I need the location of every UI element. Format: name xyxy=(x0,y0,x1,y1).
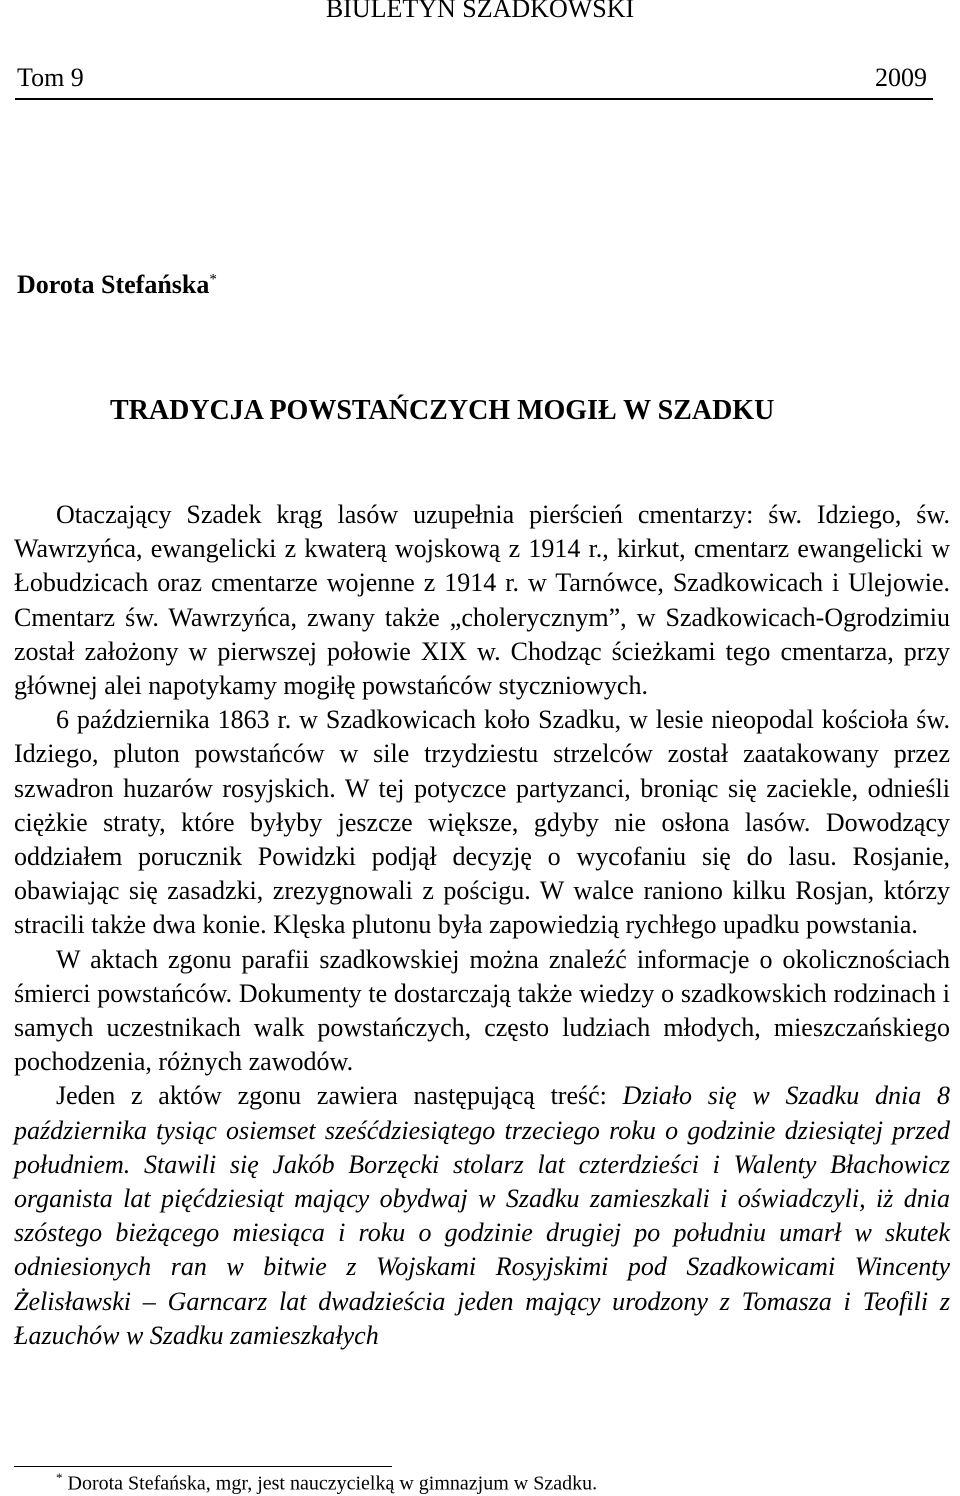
article-body xyxy=(14,498,950,1353)
author-line xyxy=(17,270,217,300)
paragraph-1: Otaczający Szadek krąg lasów uzupełnia pierścień cmentarzy: św. Idziego, św. Wawrzyńca, ewangelicki z kwaterą wojskową z 1914 r., kirkut, cmentarz ewangelicki w Łobudzicach oraz cmentarze wojenne z 1914 r. w Tarnówce, Szadkowicach i Ulejowie. Cmentarz św. Wawrzyńca, zwany także „cholerycznym”, w Szadkowicach-Ogrodzimiu został założony w pierwszej połowie XIX w. Chodząc ścieżkami tego cmentarza, przy głównej alei napotykamy mogiłę powstańców styczniowych. xyxy=(14,500,950,701)
footnote-mark: * xyxy=(56,1470,63,1485)
paragraph-4 xyxy=(14,1079,950,1353)
footnote-text: Dorota Stefańska, mgr, jest nauczycielką w gimnazjum w Szadku. xyxy=(62,1472,598,1495)
header-rule xyxy=(15,98,933,100)
journal-title: BIULETYN SZADKOWSKI xyxy=(325,0,635,23)
paragraph-2: 6 października 1863 r. w Szadkowicach koło Szadku, w lesie nieopodal kościoła św. Idziego, pluton powstańców w sile trzydziestu strzelców został zaatakowany przez szwadron huzarów rosyjskich. W tej potyczce partyzanci, broniąc się zaciekle, odnieśli ciężkie straty, które byłyby jeszcze większe, gdyby nie osłona lasów. Dowodzący oddziałem porucznik Powidzki podjął decyzję o wycofaniu się do lasu. Rosjanie, obawiając się zasadzki, zrezygnowali z pościgu. W walce raniono kilku Rosjan, którzy stracili także dwa konie. Klęska plutonu była zapowiedzią rychłego upadku powstania. xyxy=(14,705,950,940)
quote-text: Działo się w Szadku dnia 8 października tysiąc osiemset sześćdziesiątego trzeciego roku o godzinie dziesiątej przed południem. Stawili się Jakób Borzęcki stolarz lat czterdzieści i Walenty Błachowicz organista lat pięćdziesiąt mający obydwaj w Szadku zamieszkali i oświadczyli, iż dnia szóstego bieżącego miesiąca i roku o godzinie drugiej po południu umarł w skutek odniesionych ran w bitwie z Wojskami Rosyjskimi pod Szadkowicami Wincenty Żelisławski – Garncarz lat dwadzieścia jeden mający urodzony z Tomasza i Teofili z Łazuchów w Szadku zamieszkałych xyxy=(14,1081,950,1350)
paragraph-3: W aktach zgonu parafii szadkowskiej można znaleźć informacje o okolicznościach śmierci powstańców. Dokumenty te dostarczają także wiedzy o szadkowskich rodzinach i samych uczestnikach walk powstańczych, często ludziach młodych, mieszczańskiego pochodzenia, różnych zawodów. xyxy=(14,944,950,1077)
quote-intro: Jeden z aktów zgonu zawiera następującą treść: xyxy=(56,1081,623,1111)
article-title: TRADYCJA POWSTAŃCZYCH MOGIŁ W SZADKU xyxy=(110,395,775,426)
footnote xyxy=(56,1470,597,1496)
footnote-rule xyxy=(14,1466,392,1467)
year-label: 2009 xyxy=(875,63,927,92)
volume-label: Tom 9 xyxy=(17,63,84,92)
author-name: Dorota Stefańska xyxy=(17,270,210,299)
author-footnote-mark: * xyxy=(209,271,217,288)
